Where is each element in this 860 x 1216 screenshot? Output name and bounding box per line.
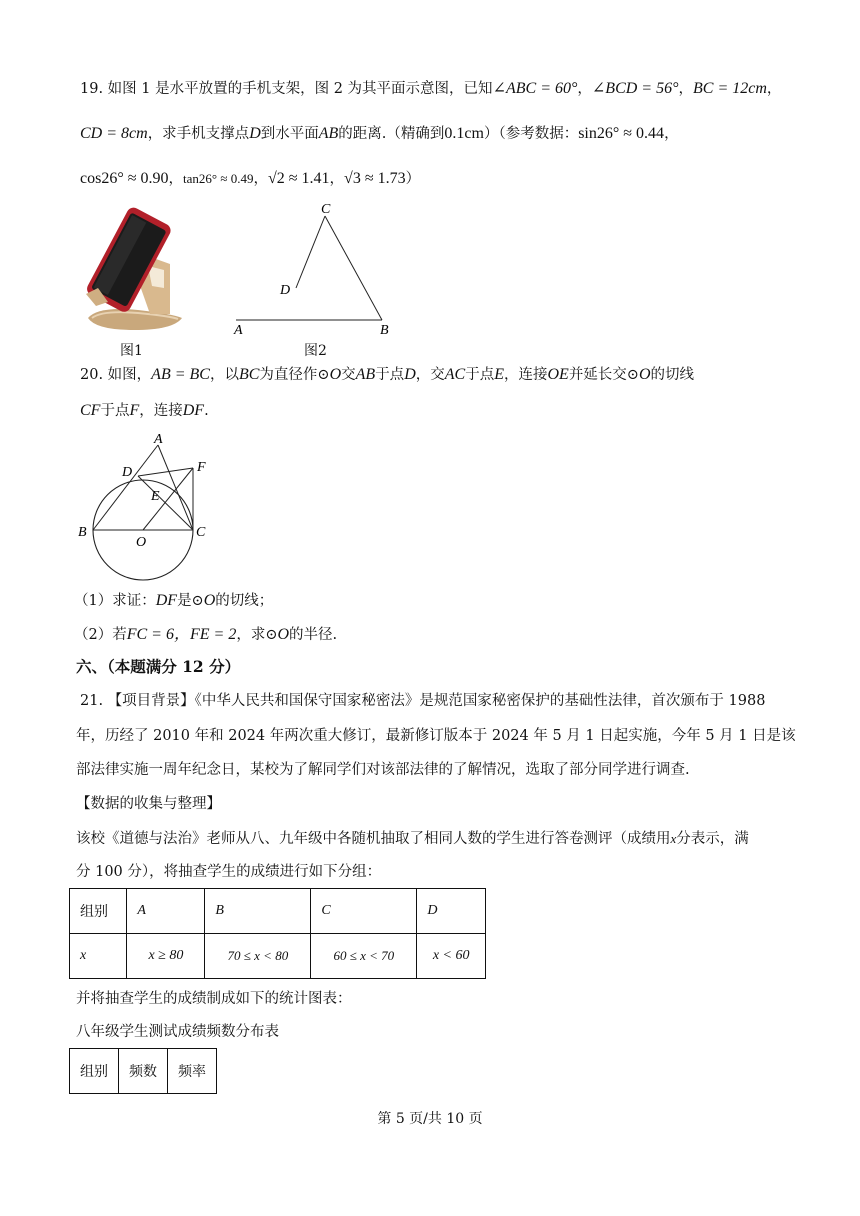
cos26-ref: cos26° ≈ 0.90 [80, 170, 169, 187]
label-f: F [197, 460, 206, 475]
eq-ab-bc: AB = BC [151, 366, 210, 383]
circle-o: O [329, 366, 342, 383]
q20-line2 [80, 400, 209, 422]
var-x: x [670, 831, 677, 846]
label-d: D [280, 283, 291, 298]
angle-bcd: ∠BCD = 56° [591, 80, 679, 97]
circle-o: O [203, 592, 216, 609]
angle-abc: ∠ABC = 60° [492, 80, 578, 97]
label-e: E [151, 489, 160, 504]
q20-part2 [74, 624, 337, 646]
q20-text: 的半径. [289, 627, 338, 643]
q21-para6: 并将抽查学生的成绩制成如下的统计图表： [76, 991, 352, 1007]
q20-text: 于点 [100, 403, 130, 419]
table-cell: 频率 [168, 1049, 217, 1094]
line-ba [93, 445, 158, 530]
q20-text: 交 [341, 367, 356, 383]
label-b: B [380, 323, 389, 338]
q20-text: 并延长交⊙ [568, 367, 639, 383]
seg-cf: CF [80, 402, 101, 419]
q19-text: ） [405, 171, 421, 187]
table-row [70, 1049, 217, 1094]
label-c: C [196, 525, 206, 540]
table-cell: C [311, 889, 417, 934]
table-cell: x < 60 [417, 934, 486, 979]
length-cd: CD = 8cm [80, 125, 148, 142]
q20-text: ，连接 [503, 367, 548, 383]
frequency-table [69, 1048, 217, 1094]
q19-text: ）（参考数据： [483, 126, 579, 142]
page-footer: 第 5 页/共 10 页 [377, 1111, 483, 1127]
q20-text: 是⊙ [177, 593, 204, 609]
q19-line2: CD = 8cm，求手机支撑点D到水平面AB的距离.（精确到0.1cm）（参考数据：sin26° ≈ 0.44， [80, 125, 679, 142]
table-cell: 60 ≤ x < 70 [311, 934, 417, 979]
point-e: E [494, 366, 504, 383]
q20-text: 为直径作⊙ [259, 367, 330, 383]
table-row [70, 889, 486, 934]
sqrt2-ref: √2 ≈ 1.41 [267, 170, 330, 187]
table-cell: x ≥ 80 [127, 934, 205, 979]
q21-para1: 21. 【项目背景】《中华人民共和国保守国家秘密法》是规范国家秘密保护的基础性法律，首次颁布于 1988 [80, 693, 766, 709]
line-bc [325, 216, 382, 320]
q19-text: ，求手机支撑点 [147, 126, 250, 142]
label-c: C [321, 202, 331, 217]
q21-para5: 分 100 分），将抽查学生的成绩进行如下分组： [76, 864, 382, 880]
q20-text: （2）若 [74, 627, 127, 643]
q20-text: . [204, 403, 209, 419]
phone-stand-image [78, 206, 190, 334]
q20-text: ，交 [415, 367, 445, 383]
q20-text: ，连接 [139, 403, 183, 419]
q20-line1 [80, 364, 694, 386]
length-bc: BC = 12cm [693, 80, 767, 97]
precision: 0.1cm [444, 125, 484, 142]
seg-ac: AC [444, 366, 466, 383]
point-d: D [404, 366, 416, 383]
given-values: FC = 6，FE = 2 [126, 626, 237, 643]
fig2-caption: 图2 [304, 343, 327, 359]
table-cell: B [205, 889, 311, 934]
q20-figure [72, 432, 222, 582]
circle-o: O [638, 366, 651, 383]
q20-text: ，求⊙ [236, 627, 278, 643]
point-d: D [249, 125, 261, 142]
line-ac [158, 445, 193, 530]
q20-text: ，以 [209, 367, 239, 383]
q21-para4 [76, 828, 749, 850]
q20-text: 20. 如图， [80, 367, 152, 383]
label-a: A [234, 323, 243, 338]
table-cell: x [70, 934, 127, 979]
line-df [138, 468, 193, 476]
table-cell: 频数 [119, 1049, 168, 1094]
seg-oe: OE [547, 366, 569, 383]
circle-diagram [72, 432, 222, 582]
label-d: D [122, 465, 133, 480]
label-b: B [78, 525, 87, 540]
tan26-ref: tan26° ≈ 0.49 [183, 171, 254, 186]
figure2-diagram [228, 198, 408, 340]
q21-text: 该校《道德与法治》老师从八、九年级中各随机抽取了相同人数的学生进行答卷测评（成绩用 [76, 831, 671, 847]
seg-df: DF [182, 402, 205, 419]
label-o: O [136, 535, 147, 550]
q21-para3: 部法律实施一周年纪念日，某校为了解同学们对该部法律的了解情况，选取了部分同学进行调查. [76, 762, 690, 778]
phone-stand-figure [78, 206, 190, 334]
figure2 [228, 198, 408, 340]
q20-text: （1）求证： [74, 593, 156, 609]
sin26-ref: sin26° ≈ 0.44 [578, 125, 665, 142]
seg-ab: AB [355, 366, 376, 383]
table2-title: 八年级学生测试成绩频数分布表 [76, 1024, 279, 1040]
fig1-caption: 图1 [120, 343, 143, 359]
q21-heading: 【数据的收集与整理】 [76, 796, 221, 812]
plane-ab: AB [318, 125, 339, 142]
q20-text: 的切线； [215, 593, 274, 609]
sqrt3-ref: √3 ≈ 1.73 [344, 170, 406, 187]
table-row [70, 934, 486, 979]
table-cell: 组别 [70, 889, 127, 934]
line-cd [296, 216, 325, 288]
section-title: 六、（本题满分 12 分） [76, 657, 241, 676]
q21-text: 分表示，满 [676, 831, 749, 847]
point-f: F [129, 402, 140, 419]
seg-bc: BC [238, 366, 260, 383]
seg-df: DF [155, 592, 178, 609]
q20-part1 [74, 590, 273, 612]
label-a: A [154, 432, 163, 447]
table-cell: 组别 [70, 1049, 119, 1094]
q20-text: 于点 [375, 367, 405, 383]
q20-text: 的切线 [650, 367, 695, 383]
group-table [69, 888, 486, 979]
q20-text: 于点 [465, 367, 495, 383]
q19-text: 的距离.（精确到 [338, 126, 445, 142]
q21-para2: 年，历经了 2010 年和 2024 年两次重大修订，最新修订版本于 2024 年 5 月 1 日起实施，今年 5 月 1 日是该 [76, 728, 796, 744]
q19-text: 到水平面 [260, 126, 319, 142]
circle-o: O [277, 626, 290, 643]
table-cell: D [417, 889, 486, 934]
table-cell: A [127, 889, 205, 934]
table-cell: 70 ≤ x < 80 [205, 934, 311, 979]
q19-line1: 19. 如图 1 是水平放置的手机支架，图 2 为其平面示意图，已知∠ABC = 60°，∠BCD = 56°，BC = 12cm， [80, 80, 782, 97]
q19-line3: cos26° ≈ 0.90，tan26° ≈ 0.49，√2 ≈ 1.41，√3 ≈ 1.73） [80, 170, 421, 187]
q19-text: 19. 如图 1 是水平放置的手机支架，图 2 为其平面示意图，已知 [80, 81, 493, 97]
